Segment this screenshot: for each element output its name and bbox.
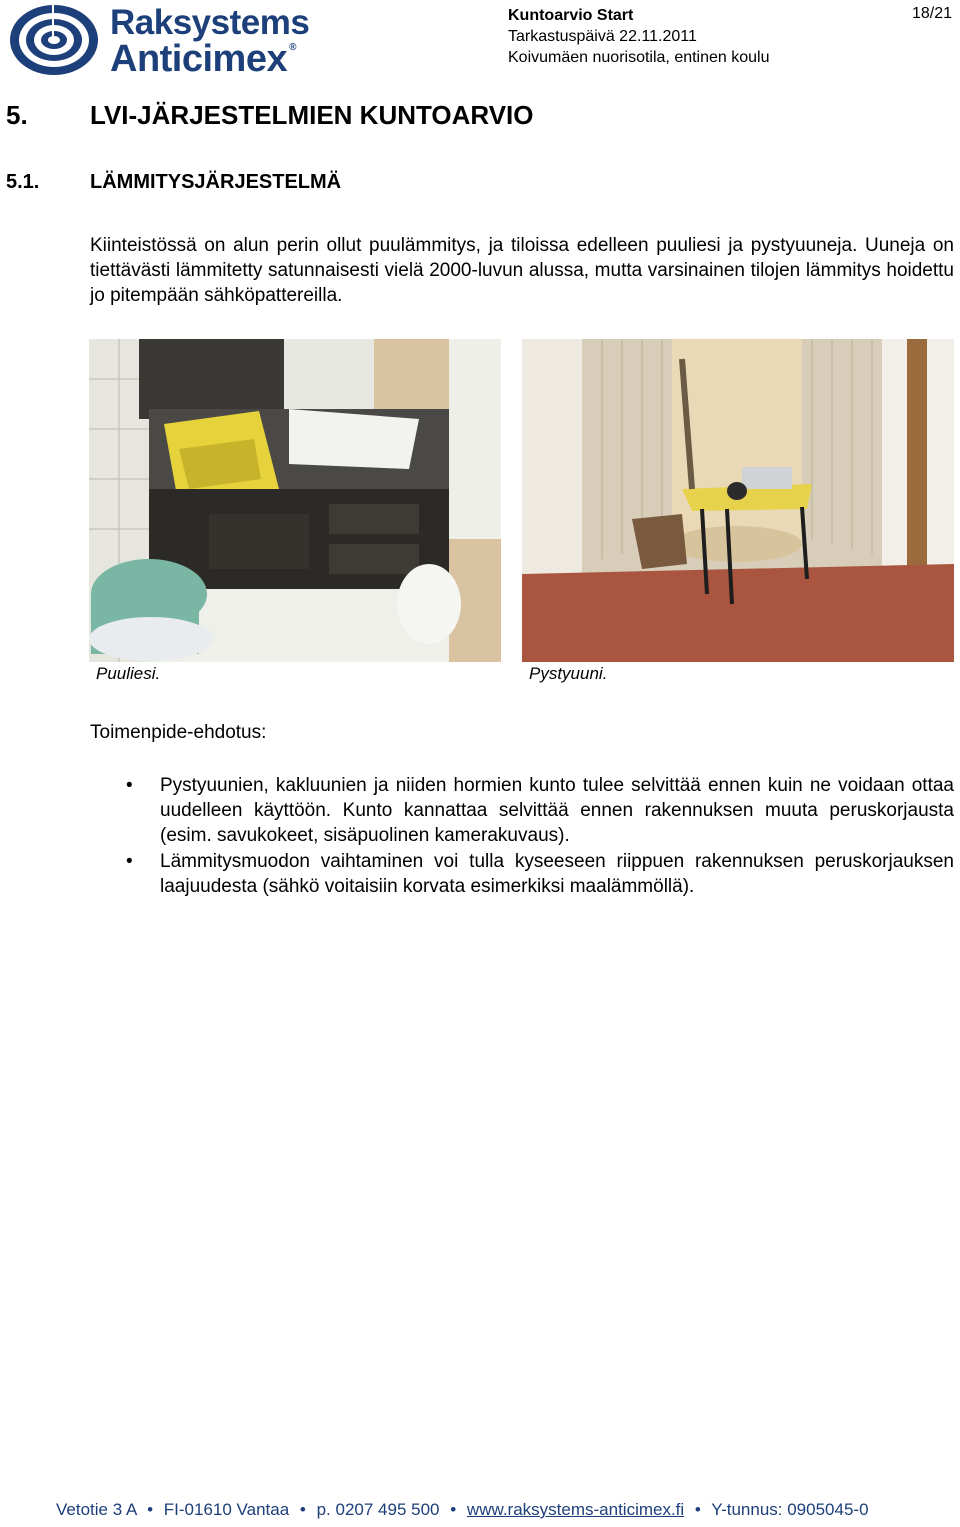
action-text: Lämmitysmuodon vaihtaminen voi tulla kyseeseen riippuen rakennuksen peruskorjauksen laajuudesta (sähkö voitaisiin korvata esimerkiksi maalämmöllä). [160,851,954,897]
logo-wordmark-line2: Anticimex ® [110,38,296,80]
actions-heading: Toimenpide-ehdotus: [90,722,267,743]
footer-separator: • [450,1500,457,1519]
section-heading [6,100,534,131]
subsection-number: 5.1. [6,171,40,193]
photo-caption-wood-stove: Puuliesi. [96,664,161,683]
inspection-date: Tarkastuspäivä 22.11.2011 [508,28,697,45]
site-name: Koivumäen nuorisotila, entinen koulu [508,49,770,66]
section-title: LVI-JÄRJESTELMIEN KUNTOARVIO [90,100,534,130]
photo-wood-stove [89,339,501,662]
list-item [90,849,954,899]
report-header [508,5,770,68]
action-text: Pystyuunien, kakluunien ja niiden hormien kunto tulee selvittää ennen kuin ne voidaan ottaa uudelleen käyttöön. Kunto kannattaa selvittää ennen rakennuksen muuta peruskorjausta (esim. savukokeet, sisäpuolinen kamerakuvaus). [160,775,954,846]
page-number: 18/21 [911,5,952,22]
footer-separator: • [147,1500,154,1519]
company-logo [6,2,310,80]
logo-wordmark-line1: Raksystems [110,3,310,42]
subsection-title: LÄMMITYSJÄRJESTELMÄ [90,171,342,193]
list-item [90,773,954,848]
registered-mark: ® [289,42,296,53]
footer-phone: p. 0207 495 500 [316,1500,440,1519]
footer-postal: FI-01610 Vantaa [163,1500,290,1519]
website-link[interactable]: www.raksystems-anticimex.fi [466,1500,685,1519]
photo-caption-tiled-stove: Pystyuuni. [529,664,608,683]
footer-separator: • [299,1500,306,1519]
footer-business-id: Y-tunnus: 0905045-0 [711,1500,869,1519]
bullet-icon: • [126,775,133,796]
spiral-logo-icon [6,2,102,78]
section-number: 5. [6,100,28,130]
report-title: Kuntoarvio Start [508,7,634,24]
subsection-heading [6,171,341,194]
photo-tiled-stove [522,339,954,662]
actions-list [90,773,954,900]
intro-paragraph: Kiinteistössä on alun perin ollut puulämmitys, ja tiloissa edelleen puuliesi ja pystyuuneja. Uuneja on tiettävästi lämmitetty satunnaisesti vielä 2000-luvun alussa, mutta varsinainen tilojen lämmitys hoidettu jo pitempään sähköpattereilla. [90,235,954,306]
footer-separator: • [694,1500,701,1519]
footer-address: Vetotie 3 A [56,1500,137,1519]
bullet-icon: • [126,851,133,872]
page-footer [56,1500,936,1520]
